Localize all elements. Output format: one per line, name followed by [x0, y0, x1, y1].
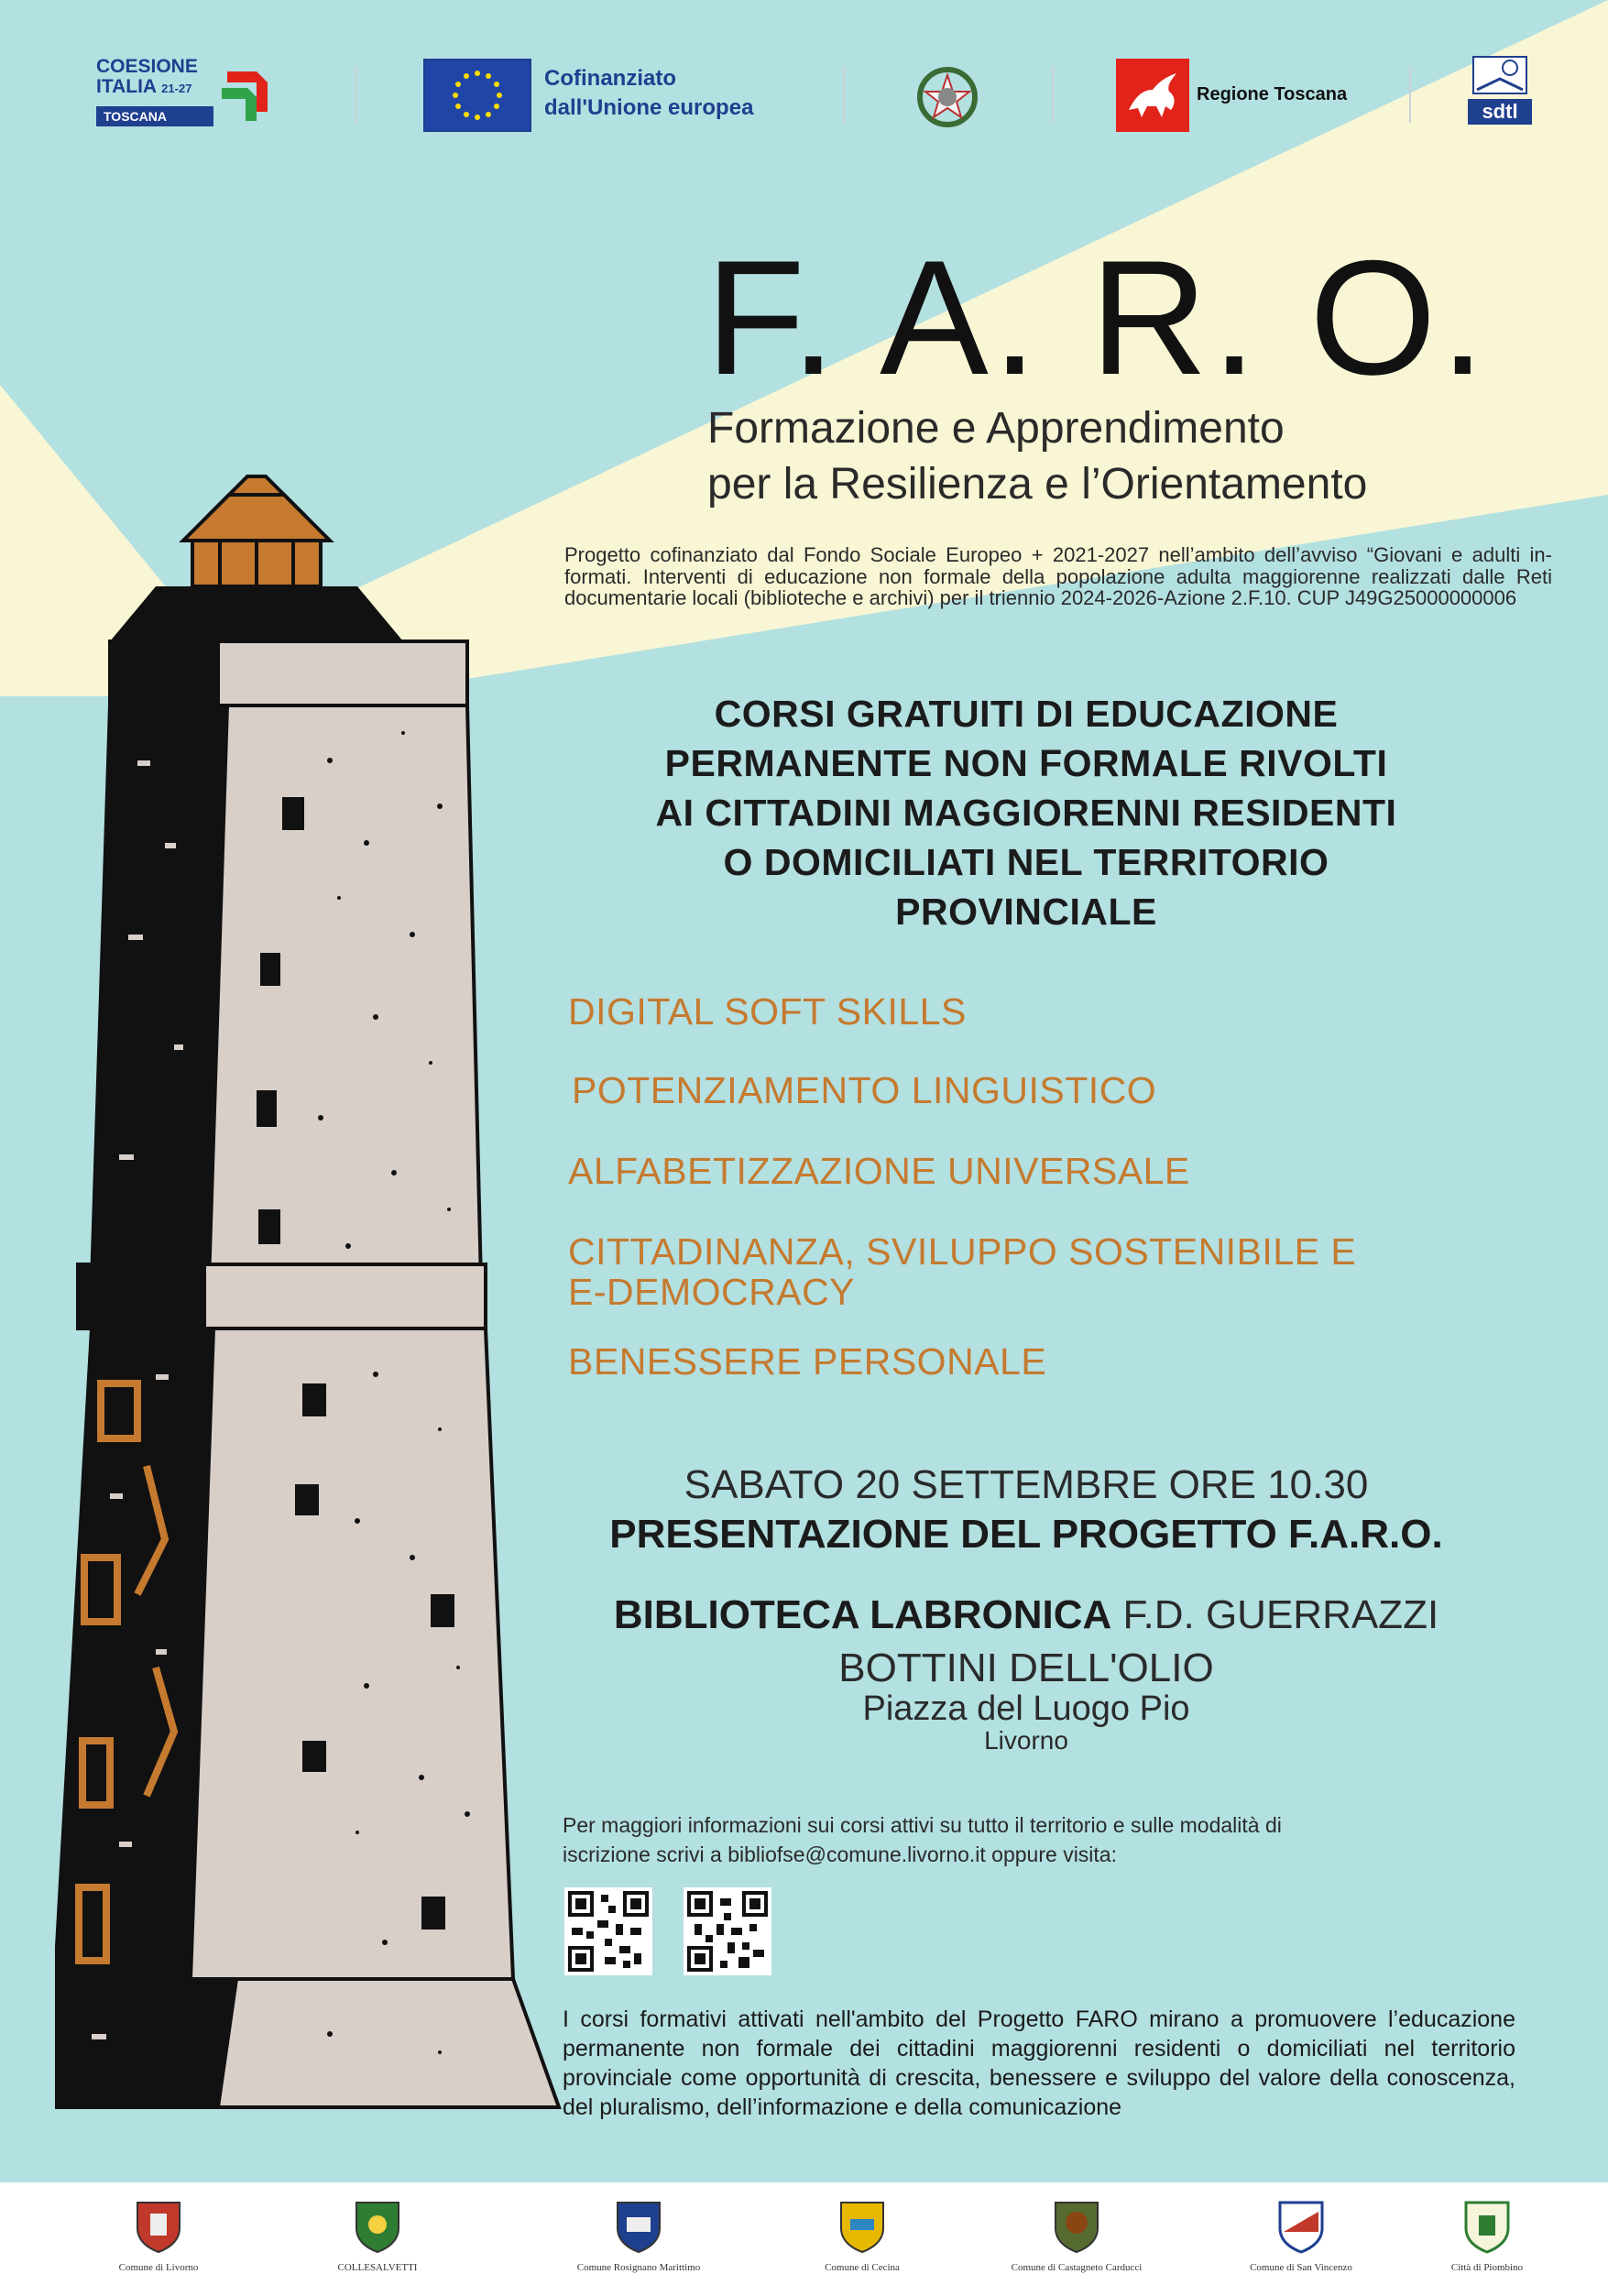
sdtl-label: sdtl [1482, 100, 1518, 123]
crest-icon [134, 2195, 183, 2254]
footer-description: I corsi formativi attivati nell'ambito del Progetto FARO mirano a promuovere l’educazione permanente non formale dei cittadini maggiorenni residenti o domiciliati nel territorio provinciale come opportunità di crescita, benessere e sviluppo del valore della conoscenza, del pluralismo, dell’informazione e della comunicazione [563, 2006, 1515, 2120]
heading-line: PROVINCIALE [895, 891, 1157, 933]
faro-subtitle-line2: per la Resilienza e l’Orientamento [707, 460, 1368, 508]
project-description: Progetto cofinanziato dal Fondo Sociale Europeo + 2021-2027 nell’ambito dell’avviso “Giovani e adulti in-formati. Interventi di educazione non formale della popolazione adulta maggiorenne realizzati dalle Reti documentarie locali (biblioteche e archivi) per il triennio 2024-2026-Azione 2.F.10. CUP J49G25000000006 [564, 543, 1552, 609]
coesione-line1: COESIONE [96, 56, 198, 77]
venue-name: BIBLIOTECA LABRONICA [613, 1592, 1112, 1637]
course-item: POTENZIAMENTO LINGUISTICO [572, 1069, 1157, 1111]
municipality-name: Comune di Cecina [825, 2262, 900, 2273]
lighthouse-illustration [55, 458, 568, 2126]
eu-line2: dall'Unione europea [544, 95, 754, 120]
municipality-logo [1437, 2195, 1537, 2273]
crest-icon [353, 2195, 402, 2254]
qr-code-icon[interactable] [684, 1887, 771, 1975]
header-divider [356, 66, 357, 123]
municipality-name: COLLESALVETTI [337, 2262, 418, 2273]
event-date: SABATO 20 SETTEMBRE ORE 10.30 [684, 1462, 1369, 1507]
eu-cofinanced-logo [423, 59, 790, 134]
coesione-region: TOSCANA [96, 106, 213, 126]
italian-republic-emblem-icon [909, 59, 986, 136]
regione-label: Regione Toscana [1197, 84, 1348, 104]
municipality-logo [1008, 2195, 1145, 2273]
header-divider [1409, 66, 1411, 123]
main-heading [550, 689, 1503, 936]
municipality-name: Comune di San Vincenzo [1250, 2262, 1352, 2273]
course-item: BENESSERE PERSONALE [568, 1340, 1047, 1383]
sdtl-logo [1464, 53, 1536, 136]
heading-line: O DOMICILIATI NEL TERRITORIO [723, 841, 1329, 883]
crest-icon [1276, 2195, 1326, 2254]
heading-line: CORSI GRATUITI DI EDUCAZIONE [714, 693, 1339, 735]
coesione-years: 21-27 [161, 82, 192, 95]
course-item: ALFABETIZZAZIONE UNIVERSALE [568, 1150, 1190, 1192]
eu-line1: Cofinanziato [544, 66, 676, 91]
course-item-line1: CITTADINANZA, SVILUPPO SOSTENIBILE E [568, 1230, 1357, 1273]
venue-city: Livorno [984, 1726, 1068, 1755]
faro-acronym-title: F. A. R. O. [706, 226, 1490, 409]
course-item [568, 1231, 1356, 1312]
heading-line: AI CITTADINI MAGGIORENNI RESIDENTI [655, 792, 1397, 834]
header-divider [843, 66, 845, 123]
faro-subtitle-line1: Formazione e Apprendimento [707, 404, 1285, 453]
municipality-logo [323, 2195, 432, 2273]
municipality-logo [561, 2195, 716, 2273]
info-line1: Per maggiori informazioni sui corsi attivi su tutto il territorio e sulle modalità di [563, 1813, 1282, 1837]
coesione-italia-logo [96, 57, 289, 130]
eu-flag-icon [423, 59, 531, 132]
municipality-name: Città di Piombino [1450, 2262, 1524, 2273]
event-venue [550, 1592, 1503, 1638]
municipality-logo [90, 2195, 227, 2273]
info-line2: iscrizione scrivi a bibliofse@comune.livorno.it oppure visita: [563, 1842, 1117, 1866]
qr-code-icon[interactable] [564, 1887, 652, 1975]
municipality-name: Comune di Castagneto Carducci [1011, 2262, 1143, 2273]
heading-line: PERMANENTE NON FORMALE RIVOLTI [664, 742, 1388, 784]
municipality-name: Comune di Livorno [118, 2262, 199, 2273]
venue-address: Piazza del Luogo Pio [862, 1689, 1190, 1728]
pegasus-icon [1116, 59, 1189, 132]
crest-icon [1462, 2195, 1512, 2254]
municipality-logo [1237, 2195, 1365, 2273]
venue-line2: BOTTINI DELL'OLIO [838, 1645, 1214, 1690]
course-item: DIGITAL SOFT SKILLS [568, 990, 967, 1033]
footer-municipalities [0, 2182, 1608, 2296]
coesione-line2: ITALIA [96, 76, 157, 97]
course-item-line2: E-DEMOCRACY [568, 1271, 856, 1313]
municipality-name: Comune Rosignano Marittimo [576, 2262, 701, 2273]
crest-icon [614, 2195, 663, 2254]
regione-toscana-logo [1116, 59, 1354, 132]
header-divider [1052, 66, 1054, 123]
event-title: PRESENTAZIONE DEL PROGETTO F.A.R.O. [609, 1512, 1443, 1557]
crest-icon [1052, 2195, 1101, 2254]
info-text [563, 1810, 1552, 1869]
venue-name-rest: F.D. GUERRAZZI [1111, 1592, 1439, 1637]
crest-icon [837, 2195, 887, 2254]
coesione-arrow-icon [220, 62, 275, 126]
municipality-logo [812, 2195, 913, 2273]
